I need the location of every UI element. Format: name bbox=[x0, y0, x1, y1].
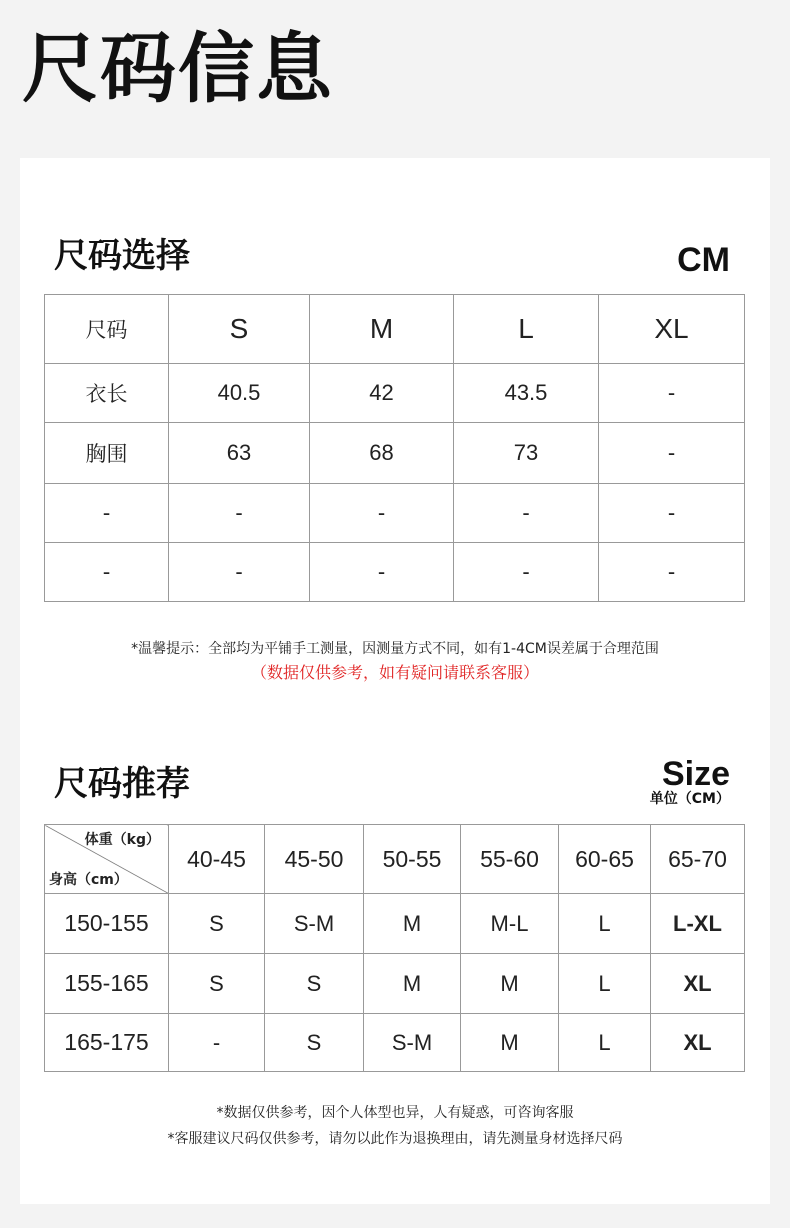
table-cell: - bbox=[454, 484, 599, 543]
header-cell: M bbox=[310, 295, 454, 364]
weight-range-cell: 40-45 bbox=[169, 825, 265, 894]
table-cell: 42 bbox=[310, 364, 454, 423]
table-cell: - bbox=[599, 484, 745, 543]
size-recommend-unit-sub: 单位（CM） bbox=[649, 791, 730, 807]
table-row bbox=[45, 423, 745, 484]
table-row bbox=[45, 364, 745, 423]
table-row bbox=[45, 484, 745, 543]
row-label: - bbox=[45, 484, 169, 543]
size-cell: L bbox=[559, 954, 651, 1014]
measurement-note: *温馨提示：全部均为平铺手工测量，因测量方式不同，如有1-4CM误差属于合理范围 bbox=[131, 641, 659, 657]
size-chart-unit: CM bbox=[677, 241, 730, 279]
table-cell: 63 bbox=[169, 423, 310, 484]
size-recommend-unit: Size bbox=[661, 755, 730, 793]
size-cell: S bbox=[169, 894, 265, 954]
size-info-card bbox=[20, 158, 770, 1204]
table-cell: 40.5 bbox=[169, 364, 310, 423]
table-cell: - bbox=[169, 484, 310, 543]
weight-axis-label: 体重（kg） bbox=[84, 832, 160, 848]
table-cell: - bbox=[599, 423, 745, 484]
size-cell: S-M bbox=[364, 1014, 461, 1072]
table-cell: 68 bbox=[310, 423, 454, 484]
recommend-note: *客服建议尺码仅供参考，请勿以此作为退换理由，请先测量身材选择尺码 bbox=[167, 1131, 623, 1147]
table-row bbox=[45, 954, 745, 1014]
height-range-cell: 150-155 bbox=[45, 894, 169, 954]
weight-range-cell: 55-60 bbox=[461, 825, 559, 894]
height-range-cell: 155-165 bbox=[45, 954, 169, 1014]
size-cell: - bbox=[169, 1014, 265, 1072]
table-cell: - bbox=[310, 543, 454, 602]
size-chart-title: 尺码选择 bbox=[54, 236, 190, 276]
header-cell: 尺码 bbox=[45, 295, 169, 364]
size-cell: S bbox=[265, 954, 364, 1014]
height-range-cell: 165-175 bbox=[45, 1014, 169, 1072]
table-cell: - bbox=[310, 484, 454, 543]
weight-range-cell: 60-65 bbox=[559, 825, 651, 894]
height-axis-label: 身高（cm） bbox=[49, 872, 128, 888]
page-title: 尺码信息 bbox=[22, 24, 334, 113]
header-cell: XL bbox=[599, 295, 745, 364]
table-cell: - bbox=[599, 364, 745, 423]
weight-range-cell: 50-55 bbox=[364, 825, 461, 894]
size-recommend-title: 尺码推荐 bbox=[54, 764, 190, 804]
table-row bbox=[45, 1014, 745, 1072]
size-cell: S-M bbox=[265, 894, 364, 954]
header-cell: L bbox=[454, 295, 599, 364]
size-cell: L bbox=[559, 1014, 651, 1072]
row-label: 衣长 bbox=[45, 364, 169, 423]
corner-cell bbox=[45, 825, 169, 894]
size-cell: M bbox=[364, 954, 461, 1014]
size-cell: M bbox=[461, 1014, 559, 1072]
recommend-note: *数据仅供参考，因个人体型也异，人有疑惑，可咨询客服 bbox=[216, 1105, 574, 1121]
size-cell: S bbox=[169, 954, 265, 1014]
size-cell: XL bbox=[651, 954, 745, 1014]
table-cell: 43.5 bbox=[454, 364, 599, 423]
size-chart-table bbox=[44, 294, 745, 602]
size-recommend-table bbox=[44, 824, 745, 1072]
size-cell: L-XL bbox=[651, 894, 745, 954]
weight-range-cell: 65-70 bbox=[651, 825, 745, 894]
size-cell: XL bbox=[651, 1014, 745, 1072]
size-cell: L bbox=[559, 894, 651, 954]
size-chart-header-row bbox=[45, 295, 745, 364]
size-cell: M-L bbox=[461, 894, 559, 954]
table-row bbox=[45, 894, 745, 954]
table-row bbox=[45, 543, 745, 602]
table-cell: - bbox=[454, 543, 599, 602]
weight-range-cell: 45-50 bbox=[265, 825, 364, 894]
size-cell: M bbox=[461, 954, 559, 1014]
weight-header-row bbox=[45, 825, 745, 894]
row-label: - bbox=[45, 543, 169, 602]
row-label: 胸围 bbox=[45, 423, 169, 484]
table-cell: - bbox=[169, 543, 310, 602]
size-cell: M bbox=[364, 894, 461, 954]
table-cell: - bbox=[599, 543, 745, 602]
table-cell: 73 bbox=[454, 423, 599, 484]
size-cell: S bbox=[265, 1014, 364, 1072]
reference-note: （数据仅供参考，如有疑问请联系客服） bbox=[250, 663, 539, 682]
header-cell: S bbox=[169, 295, 310, 364]
